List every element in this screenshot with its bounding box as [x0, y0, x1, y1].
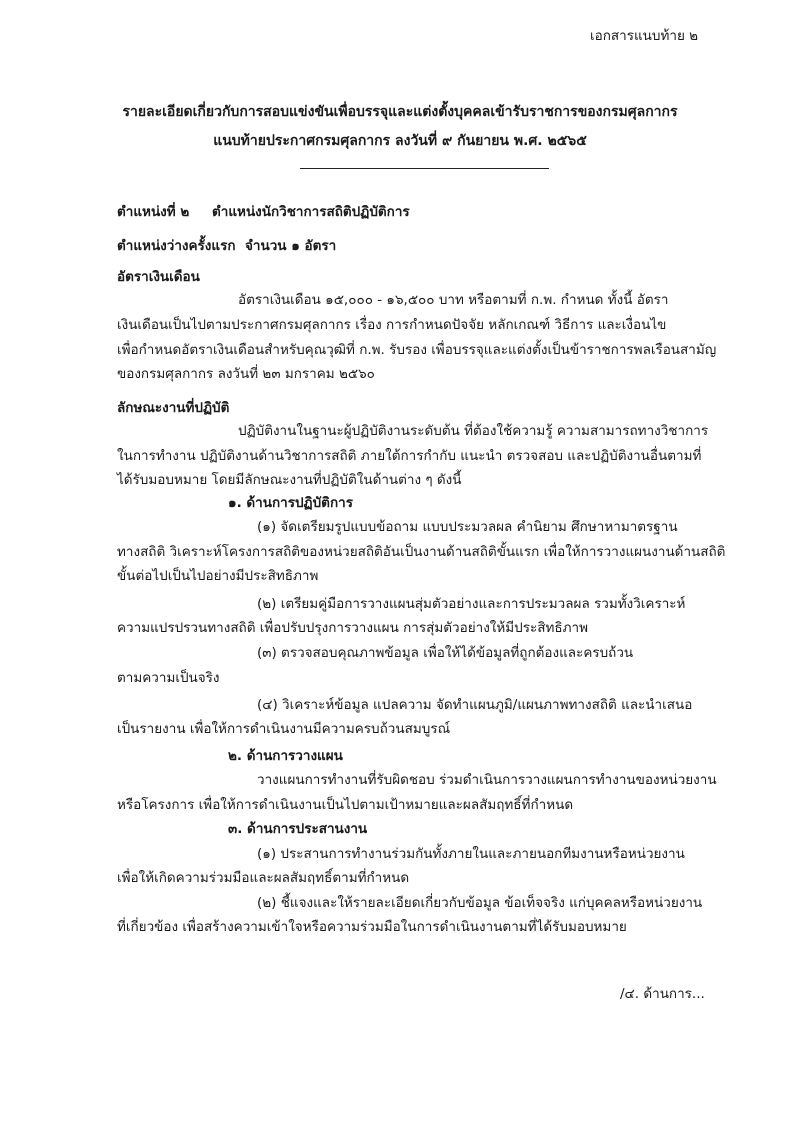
duties-intro-line: ในการทำงาน ปฏิบัติงานด้านวิชาการสถิติ ภายใต้การกำกับ แนะนำ ตรวจสอบ และปฏิบัติงานอื่นตามที่ — [117, 448, 702, 464]
item-line: ความแปรปรวนทางสถิติ เพื่อปรับปรุงการวางแผน การสุ่มตัวอย่างให้มีประสิทธิภาพ — [117, 620, 588, 636]
item-line: หรือโครงการ เพื่อให้การดำเนินงานเป็นไปตามเป้าหมายและผลสัมฤทธิ์ที่กำหนด — [117, 797, 574, 813]
item-line: วางแผนการทำงานที่รับผิดชอบ ร่วมดำเนินการวางแผนการทำงานของหน่วยงาน — [257, 772, 717, 788]
salary-line: เงินเดือนเป็นไปตามประกาศกรมศุลกากร เรื่อง การกำหนดปัจจัย หลักเกณฑ์ วิธีการ และเงื่อนไข — [117, 317, 667, 333]
item-line: (๓) ตรวจสอบคุณภาพข้อมูล เพื่อให้ได้ข้อมูลที่ถูกต้องและครบถ้วน — [257, 645, 634, 661]
attachment-label: เอกสารแนบท้าย ๒ — [590, 28, 699, 44]
salary-line: เพื่อกำหนดอัตราเงินเดือนสำหรับคุณวุฒิที่ ก.พ. รับรอง เพื่อบรรจุและแต่งตั้งเป็นข้าราชการพลเรือนสามัญ — [117, 342, 717, 358]
item-line: เป็นรายงาน เพื่อให้การดำเนินงานมีความครบถ้วนสมบูรณ์ — [117, 721, 451, 737]
item-line: (๔) วิเคราะห์ข้อมูล แปลความ จัดทำแผนภูมิ/แผนภาพทางสถิติ และนำเสนอ — [257, 697, 693, 713]
vacancy-label: ตำแหน่งว่างครั้งแรก — [117, 238, 236, 254]
item-line: (๑) ประสานการทำงานร่วมกันทั้งภายในและภายนอกทีมงานหรือหน่วยงาน — [257, 846, 685, 862]
item-line: (๑) จัดเตรียมรูปแบบข้อถาม แบบประมวลผล คำนิยาม ศึกษาหามาตรฐาน — [257, 519, 678, 535]
duties-intro-line: ได้รับมอบหมาย โดยมีลักษณะงานที่ปฏิบัติในด้านต่าง ๆ ดังนี้ — [117, 472, 462, 488]
continued-marker: /๔. ด้านการ... — [620, 986, 705, 1002]
item-line: (๒) ชี้แจงและให้รายละเอียดเกี่ยวกับข้อมูล ข้อเท็จจริง แก่บุคคลหรือหน่วยงาน — [257, 895, 703, 911]
item-line: (๒) เตรียมคู่มือการวางแผนสุ่มตัวอย่างและการประมวลผล รวมทั้งวิเคราะห์ — [257, 596, 686, 612]
title-line-1: รายละเอียดเกี่ยวกับการสอบแข่งขันเพื่อบรรจุและแต่งตั้งบุคคลเข้ารับราชการของกรมศุลกากร — [122, 104, 678, 120]
item-line: ที่เกี่ยวข้อง เพื่อสร้างความเข้าใจหรือความร่วมมือในการดำเนินงานตามที่ได้รับมอบหมาย — [117, 919, 627, 935]
position-name: ตำแหน่งนักวิชาการสถิติปฏิบัติการ — [212, 204, 410, 220]
item-line: ตามความเป็นจริง — [117, 670, 220, 686]
item-line: เพื่อให้เกิดความร่วมมือและผลสัมฤทธิ์ตามที่กำหนด — [117, 870, 410, 886]
salary-line: อัตราเงินเดือน ๑๕,๐๐๐ - ๑๖,๕๐๐ บาท หรือตามที่ ก.พ. กำหนด ทั้งนี้ อัตรา — [238, 292, 669, 308]
title-line-2: แนบท้ายประกาศกรมศุลกากร ลงวันที่ ๙ กันยายน พ.ศ. ๒๕๖๕ — [213, 133, 587, 149]
duties-intro-line: ปฏิบัติงานในฐานะผู้ปฏิบัติงานระดับต้น ที่ต้องใช้ความรู้ ความสามารถทางวิชาการ — [238, 423, 709, 439]
item-line: ขั้นต่อไปเป็นไปอย่างมีประสิทธิภาพ — [117, 568, 319, 584]
vacancy-count: จำนวน ๑ อัตรา — [245, 238, 337, 254]
section-heading: ๒. ด้านการวางแผน — [228, 748, 343, 764]
salary-line: ของกรมศุลกากร ลงวันที่ ๒๓ มกราคม ๒๕๖๐ — [117, 366, 375, 382]
salary-heading: อัตราเงินเดือน — [117, 269, 200, 285]
item-line: ทางสถิติ วิเคราะห์โครงการสถิติของหน่วยสถิติอันเป็นงานด้านสถิติขั้นแรก เพื่อให้การวางแผนงานด้านสถิติ — [117, 544, 726, 560]
title-divider — [300, 168, 549, 169]
section-heading: ๓. ด้านการประสานงาน — [228, 821, 368, 837]
duties-heading: ลักษณะงานที่ปฏิบัติ — [117, 400, 230, 416]
position-number: ตำแหน่งที่ ๒ — [117, 204, 190, 220]
section-heading: ๑. ด้านการปฏิบัติการ — [228, 495, 353, 511]
